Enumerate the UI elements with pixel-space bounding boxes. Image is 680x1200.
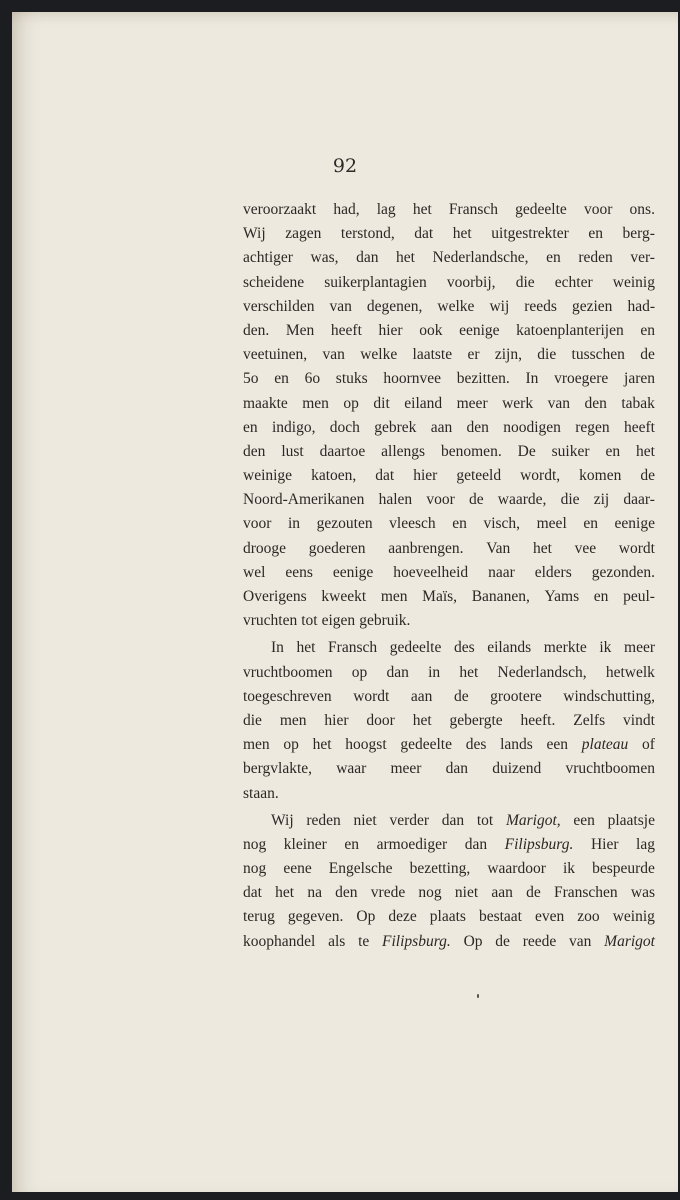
word: katoenplanterijen (516, 321, 624, 339)
word: windschutting, (563, 687, 655, 705)
word: en (583, 515, 598, 533)
word: Fransch (448, 201, 498, 218)
word: jaren (624, 370, 655, 388)
word: weinig (612, 273, 655, 291)
word: lands (500, 736, 533, 754)
word: eilands (487, 639, 532, 657)
word: werk (502, 394, 534, 412)
word: weinig (612, 908, 655, 926)
word: indigo, (271, 418, 316, 436)
word: weinige (243, 467, 293, 485)
word: gezien (571, 297, 613, 315)
text-line (243, 464, 655, 488)
word: en (640, 321, 655, 339)
word: men (243, 736, 270, 754)
word: had, (333, 201, 360, 218)
word: den (243, 442, 266, 460)
text-line (243, 782, 655, 806)
word: reden (306, 811, 341, 829)
word: of (641, 736, 655, 754)
word: Men (285, 321, 315, 339)
word: als (328, 932, 346, 950)
word: dan (356, 249, 379, 267)
word: heeft. (520, 711, 556, 729)
word: veroorzaakt (243, 201, 317, 218)
word: drooge (243, 539, 287, 557)
word: koophandel (243, 932, 316, 950)
word: het (296, 639, 316, 657)
word: komen (579, 467, 622, 485)
word: de (640, 467, 655, 485)
word: katoen, (311, 467, 357, 485)
text-line (243, 246, 655, 270)
word: Op (463, 932, 483, 950)
word: aan (430, 418, 453, 436)
word: vroegere (554, 370, 609, 388)
text-line (243, 930, 655, 954)
word: door (366, 711, 395, 729)
word: voorbij, (446, 273, 496, 291)
word: die (243, 711, 262, 729)
text-line (243, 392, 655, 416)
text-line (243, 271, 655, 295)
word: het (412, 201, 432, 218)
word: zoo (577, 908, 600, 926)
word: eene (283, 860, 312, 878)
word: reeds (524, 297, 557, 315)
word: vruchtboomen (243, 663, 333, 681)
word: Nederlandsch, (497, 663, 587, 681)
word: in (428, 663, 441, 681)
word: van (547, 394, 570, 412)
word: niet (353, 811, 377, 829)
word: staan. (243, 784, 279, 802)
paper-speck (477, 994, 479, 998)
text-line (243, 636, 655, 660)
word: 6o (304, 370, 321, 388)
word: eenige (332, 563, 374, 581)
text-line (243, 198, 655, 222)
word: nog (243, 835, 267, 853)
word: dat (243, 884, 262, 902)
word: gezouten (316, 515, 373, 533)
word: dan (386, 663, 409, 681)
word: eenige (459, 321, 500, 339)
word: Maïs, (422, 588, 458, 605)
word: men (380, 588, 408, 605)
word: Fransch (328, 639, 378, 657)
word: duizend (492, 760, 542, 778)
word: dan (464, 835, 488, 853)
word: reden (578, 249, 613, 267)
word: wordt, (520, 467, 561, 485)
word: gedeelte (389, 639, 442, 657)
text-line (243, 905, 655, 929)
word: ver- (630, 249, 655, 267)
word: en (243, 418, 258, 436)
text-line (243, 609, 655, 633)
word: het (636, 442, 655, 460)
word: dat (375, 467, 395, 485)
page-number: 92 (332, 155, 358, 177)
word: en (605, 442, 621, 460)
word: waardoor (487, 860, 546, 878)
word: doch (329, 418, 360, 436)
word: zij (593, 491, 610, 509)
word: vruchtboomen (565, 760, 655, 778)
word: meer (456, 394, 488, 412)
text-line (243, 440, 655, 464)
word: tusschen (571, 346, 625, 364)
word: het (459, 663, 479, 681)
word: meel (536, 515, 567, 533)
word: aanbrengen. (388, 539, 464, 557)
word: even (535, 908, 565, 926)
word: Franschen (553, 884, 618, 902)
word: Yams (544, 588, 580, 605)
word: Van (486, 539, 511, 557)
text-line (243, 488, 655, 512)
word: te (358, 932, 370, 950)
word: geteeld (456, 467, 502, 485)
word: zijn, (494, 346, 522, 364)
word: had- (627, 297, 655, 315)
word: een (573, 811, 595, 829)
word: Zelfs (573, 711, 606, 729)
word: gezonden. (591, 563, 655, 581)
word: des (453, 639, 475, 657)
text-line (243, 685, 655, 709)
word: lust (281, 442, 304, 460)
word: de (495, 932, 510, 950)
word: op (343, 394, 359, 412)
word: ik (562, 860, 576, 878)
word: scheidene (243, 273, 305, 291)
word: aan (410, 687, 433, 705)
word: het (532, 539, 552, 557)
word: bestaat (478, 908, 522, 926)
word: eigen (321, 612, 356, 630)
word: dan (441, 811, 465, 829)
word: eenige (614, 515, 655, 533)
word: terug (243, 908, 275, 926)
word: achtiger (243, 249, 293, 267)
word: plateau (581, 736, 629, 754)
text-line (243, 833, 655, 857)
word: en (588, 225, 603, 243)
word: armoediger (376, 835, 448, 853)
word: goederen (308, 539, 366, 557)
word: heeft (330, 321, 362, 339)
text-line (243, 222, 655, 246)
text-line (243, 585, 655, 609)
word: was (630, 884, 655, 902)
word: dan (445, 760, 469, 778)
word: en (546, 249, 561, 267)
word: naar (488, 563, 515, 581)
word: men (279, 711, 307, 729)
word: plaats (429, 908, 466, 926)
book-page (12, 12, 678, 1192)
word: op (351, 663, 368, 681)
text-line (243, 661, 655, 685)
word: waar (336, 760, 367, 778)
word: hetwelk (605, 663, 655, 681)
word: verschilden (243, 297, 315, 315)
word: bezetting, (409, 860, 471, 878)
word: gedeelte (515, 201, 567, 218)
word: dat (414, 225, 434, 243)
word: waarde, (497, 491, 547, 509)
body-text (243, 198, 655, 954)
word: maakte (243, 394, 288, 412)
word: gebrek (374, 418, 417, 436)
word: de (526, 884, 541, 902)
word: aan (491, 884, 513, 902)
word: heeft (623, 418, 655, 436)
word: de (640, 346, 655, 364)
text-line (243, 757, 655, 781)
word: van (569, 932, 592, 950)
text-line (243, 416, 655, 440)
word: Filipsburg. (504, 835, 574, 853)
word: die (560, 491, 580, 509)
word: toegeschreven (243, 687, 332, 705)
word: daar- (623, 491, 655, 509)
word: verder (389, 811, 430, 829)
word: ons. (629, 201, 655, 218)
word: tabak (621, 394, 655, 412)
word: Wij (271, 811, 294, 829)
word: en (274, 370, 289, 388)
word: gegeven. (287, 908, 344, 926)
word: echter (554, 273, 593, 291)
word: daartoe (319, 442, 366, 460)
word: De (517, 442, 536, 460)
word: deze (388, 908, 417, 926)
word: die (537, 346, 557, 364)
text-line (243, 295, 655, 319)
text-line (243, 733, 655, 757)
word: bergvlakte, (243, 760, 313, 778)
word: wordt (618, 539, 655, 557)
word: die (515, 273, 535, 291)
word: suikerplantagien (324, 273, 427, 291)
word: berg- (622, 225, 655, 243)
word: uitgestrekter (491, 225, 569, 243)
word: welke (360, 346, 398, 364)
word: kweekt (321, 588, 367, 605)
word: Filipsburg. (382, 932, 451, 950)
text-line (243, 319, 655, 343)
word: plaatsje (607, 811, 655, 829)
word: nog (243, 860, 267, 878)
word: het (275, 884, 295, 902)
word: In (271, 639, 284, 657)
word: gedeelte (400, 736, 452, 754)
word: suiker (551, 442, 590, 460)
word: visch, (483, 515, 521, 533)
word: Nederlandsche, (432, 249, 529, 267)
word: voor (583, 201, 613, 218)
word: het (412, 711, 432, 729)
word: van (322, 346, 345, 364)
word: en (593, 588, 609, 605)
text-line (243, 537, 655, 561)
word: hier (378, 321, 403, 339)
word: 5o (243, 370, 259, 388)
word: stuks (335, 370, 368, 388)
word: bespeurde (592, 860, 655, 878)
text-line (243, 367, 655, 391)
word: halen (378, 491, 413, 509)
word: gebergte (449, 711, 503, 729)
word: hoogst (345, 736, 387, 754)
word: men (302, 394, 329, 412)
word: regen (575, 418, 610, 436)
word: en (452, 515, 467, 533)
word: tot (301, 612, 318, 630)
text-line (243, 343, 655, 367)
word: na (307, 884, 322, 902)
word: het (396, 249, 415, 267)
word: wordt (353, 687, 390, 705)
word: des (465, 736, 487, 754)
word: ook (419, 321, 443, 339)
word: het (312, 736, 332, 754)
word: er (467, 346, 480, 364)
word: hier (413, 467, 438, 485)
word: gebruik. (359, 612, 411, 630)
word: het (452, 225, 472, 243)
word: Overigens (243, 588, 307, 605)
word: dit (373, 394, 390, 412)
word: meer (624, 639, 655, 657)
word: den (466, 418, 489, 436)
word: merkte (543, 639, 587, 657)
word: peul- (623, 588, 655, 605)
word: ik (599, 639, 612, 657)
word: Noord-Amerikanen (243, 491, 365, 509)
word: hoeveelheid (393, 563, 469, 581)
word: op (283, 736, 299, 754)
text-line (243, 881, 655, 905)
word: tot (476, 811, 494, 829)
word: Bananen, (471, 588, 530, 605)
word: was, (310, 249, 339, 267)
word: veetuinen, (243, 346, 308, 364)
word: noodigen (503, 418, 561, 436)
word: laatste (412, 346, 453, 364)
word: elders (534, 563, 572, 581)
word: Op (356, 908, 376, 926)
word: degenen, (366, 297, 423, 315)
word: lag (636, 835, 655, 853)
word: voor (426, 491, 455, 509)
word: Hier (590, 835, 619, 853)
word: In (525, 370, 539, 388)
text-line (243, 561, 655, 585)
word: niet (454, 884, 479, 902)
word: een (546, 736, 569, 754)
word: vruchten (243, 612, 298, 630)
text-line (243, 809, 655, 833)
word: lag (376, 201, 396, 218)
text-line (243, 857, 655, 881)
word: hier (324, 711, 349, 729)
word: vindt (623, 711, 655, 729)
word: vee (574, 539, 597, 557)
word: van (329, 297, 352, 315)
word: eens (285, 563, 313, 581)
word: meer (390, 760, 422, 778)
word: vrede (370, 884, 406, 902)
word: welke (437, 297, 475, 315)
word: de (468, 491, 484, 509)
word: vleesch (389, 515, 436, 533)
word: en (344, 835, 360, 853)
word: wij (489, 297, 510, 315)
word: de (453, 687, 469, 705)
word: Engelsche (328, 860, 393, 878)
word: grootere (490, 687, 542, 705)
word: in (288, 515, 301, 533)
word: allengs (381, 442, 426, 460)
word: reede (522, 932, 557, 950)
word: benomen. (441, 442, 502, 460)
word: den (584, 394, 607, 412)
word: bezitten. (456, 370, 510, 388)
word: Marigot (604, 932, 655, 950)
word: Marigot, (505, 811, 561, 829)
word: terstond, (340, 225, 395, 243)
text-line (243, 512, 655, 536)
word: hoornvee (383, 370, 442, 388)
word: den. (243, 321, 270, 339)
word: nog (418, 884, 442, 902)
word: voor (243, 515, 272, 533)
word: eiland (404, 394, 443, 412)
word: den (335, 884, 358, 902)
text-line (243, 709, 655, 733)
word: wel (243, 563, 266, 581)
word: Wij (243, 225, 266, 243)
word: zagen (285, 225, 322, 243)
word: kleiner (283, 835, 327, 853)
